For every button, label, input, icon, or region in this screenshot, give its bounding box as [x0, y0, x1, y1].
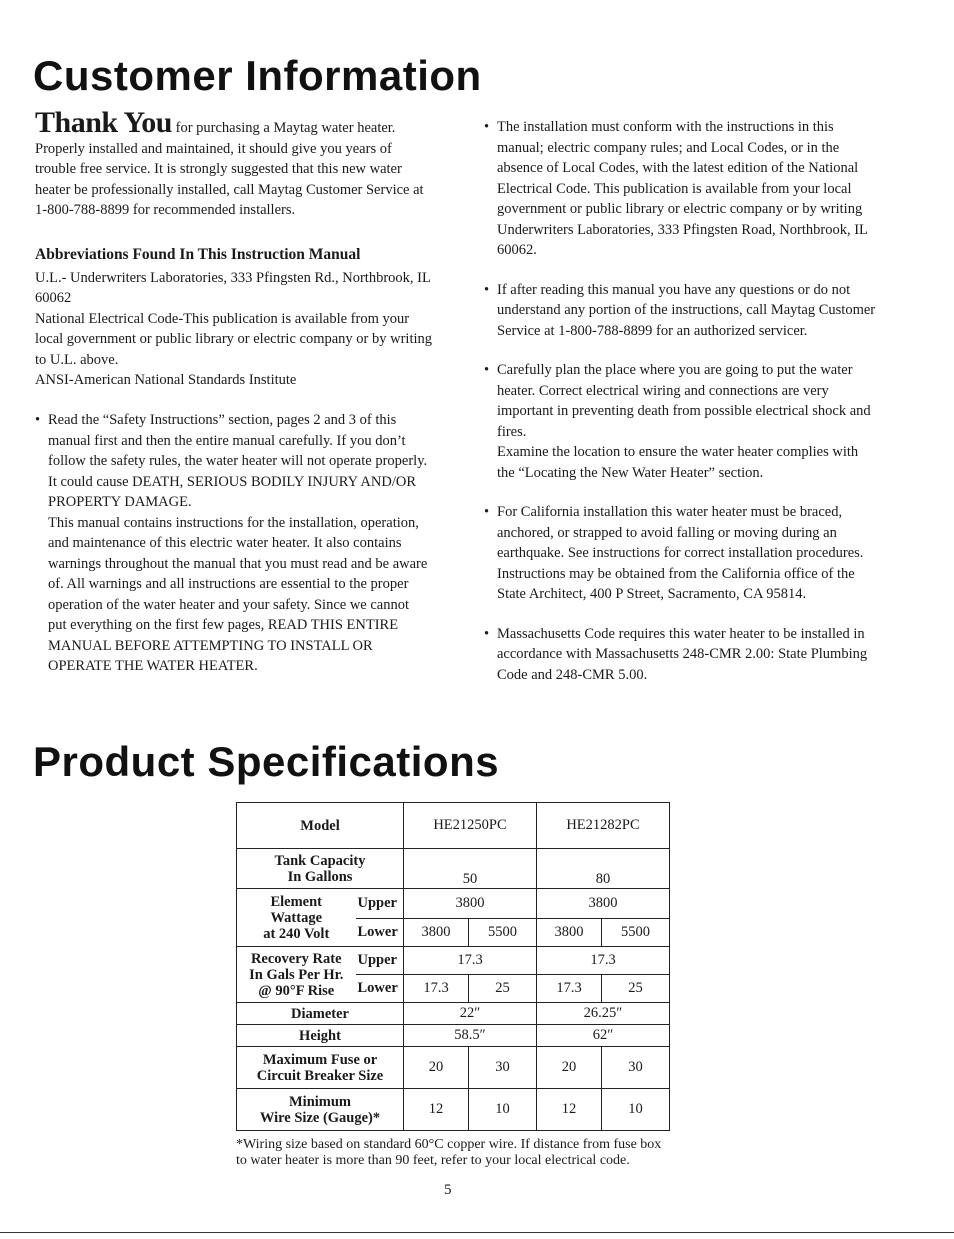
- element-upper-label: Upper: [356, 889, 404, 919]
- model-label: Model: [237, 803, 404, 849]
- recovery-upper-1: 17.3: [404, 947, 537, 975]
- fuse-1b: 30: [469, 1047, 537, 1089]
- abbreviation-ul: U.L.- Underwriters Laboratories, 333 Pfingsten Rd., Northbrook, IL 60062: [35, 269, 431, 306]
- wiring-footnote: *Wiring size based on standard 60°C copper wire. If distance from fuse box to water heater is more than 90 feet, refer to your local electrical code.: [236, 1137, 662, 1168]
- diameter-1: 22″: [404, 1003, 537, 1025]
- abbreviations-section: [35, 245, 435, 391]
- recovery-rate-label: [237, 947, 356, 1003]
- element-label-line-3: at 240 Volt: [263, 925, 330, 942]
- tank-capacity-2: 80: [537, 849, 670, 889]
- tank-capacity-label-line-1: Tank Capacity: [274, 852, 366, 869]
- model-name-2: HE21282PC: [537, 803, 670, 849]
- element-wattage-label: [237, 889, 356, 947]
- wire-label-line-1: Minimum: [288, 1093, 352, 1110]
- abbreviation-ansi: ANSI-American National Standards Institute: [35, 372, 297, 388]
- recovery-lower-1b: 25: [469, 975, 537, 1003]
- page-number: 5: [444, 1182, 452, 1198]
- table-row-model: [237, 803, 670, 849]
- element-upper-1: 3800: [404, 889, 537, 919]
- diameter-2: 26.25″: [537, 1003, 670, 1025]
- diameter-label: Diameter: [237, 1003, 404, 1025]
- element-lower-2b: 5500: [602, 919, 670, 947]
- wire-1b: 10: [469, 1089, 537, 1131]
- fuse-2a: 20: [537, 1047, 602, 1089]
- recovery-label-line-3: @ 90°F Rise: [258, 982, 335, 999]
- thank-you-paragraph: [35, 106, 435, 221]
- bullet-questions: • If after reading this manual you have any questions or do not understand any portion of the instructions, call Maytag Customer Service at 1-800-788-8899 for an authorized servicer.: [484, 280, 879, 342]
- recovery-lower-2a: 17.3: [537, 975, 602, 1003]
- bullet-installation-conform: • The installation must conform with the instructions in this manual; electric company rules; and Local Codes, or in the absence of Local Codes, with the latest edition of the National Electrical Code. This publication is available from your local government or public library or electric company or by writing Underwriters Laboratories, 333 Pfingsten Road, Northbrook, IL 60062.: [484, 117, 879, 261]
- element-lower-1a: 3800: [404, 919, 469, 947]
- tank-capacity-1: 50: [404, 849, 537, 889]
- fuse-2b: 30: [602, 1047, 670, 1089]
- wire-size-label: [237, 1089, 404, 1131]
- tank-capacity-label-line-2: In Gallons: [287, 868, 353, 885]
- element-label-line-2: Wattage: [270, 909, 323, 926]
- thank-you-text: for purchasing a Maytag water heater. Properly installed and maintained, it should give you years of trouble free service. It is strongly suggested that this new water heater be professionally installed, call Maytag Customer Service at 1-800-788-8899 for recommended installers.: [35, 120, 424, 218]
- abbreviations-title: Abbreviations Found In This Instruction Manual: [35, 246, 361, 263]
- bullet-plan-location-text: • Carefully plan the place where you are going to put the water heater. Correct electrical wiring and connections are very important in preventing death from possible electrical shock and fires.: [497, 362, 871, 440]
- recovery-lower-2b: 25: [602, 975, 670, 1003]
- product-spec-table: [236, 802, 670, 1131]
- safety-bullet-text-2: This manual contains instructions for the installation, operation, and maintenance of this electric water heater. It also contains warnings throughout the manual that you must read and be aware of. All warnings and all instructions are essential to the proper operation of the water heater and your safety. Since we cannot put everything on the first few pages, READ THIS ENTIRE MANUAL BEFORE ATTEMPTING TO INSTALL OR OPERATE THE WATER HEATER.: [48, 514, 428, 674]
- wire-label-line-2: Wire Size (Gauge)*: [259, 1109, 381, 1126]
- fuse-label: [237, 1047, 404, 1089]
- bullet-plan-location: [484, 360, 879, 483]
- wire-2a: 12: [537, 1089, 602, 1131]
- fuse-label-line-1: Maximum Fuse or: [262, 1051, 378, 1068]
- abbreviation-nec: National Electrical Code-This publication is available from your local government or public library or electric company or by writing to U.L. above.: [35, 310, 433, 368]
- right-bullet-list: [484, 117, 879, 704]
- bullet-california: • For California installation this water heater must be braced, anchored, or strapped to avoid falling or moving during an earthquake. See instructions for correct installation procedures. Instructions may be obtained from the California office of the State Architect, 400 P Street, Sacramento, CA 95814.: [484, 502, 879, 605]
- table-row-recovery-upper: [237, 947, 670, 975]
- bullet-plan-location-text-2: Examine the location to ensure the water heater complies with the “Locating the New Water Heater” section.: [497, 444, 859, 481]
- safety-bullet-text: • Read the “Safety Instructions” section, pages 2 and 3 of this manual first and then the entire manual carefully. If you don’t follow the safety rules, the water heater will not operate properly. It could cause DEATH, SERIOUS BODILY INJURY AND/OR PROPERTY DAMAGE.: [48, 412, 428, 510]
- height-label: Height: [237, 1025, 404, 1047]
- wire-1a: 12: [404, 1089, 469, 1131]
- section-heading-product-specifications: Product Specifications: [33, 738, 500, 785]
- fuse-label-line-2: Circuit Breaker Size: [256, 1067, 384, 1084]
- table-row-tank-capacity: [237, 849, 670, 889]
- element-upper-2: 3800: [537, 889, 670, 919]
- element-lower-label: Lower: [356, 919, 404, 947]
- element-lower-1b: 5500: [469, 919, 537, 947]
- table-row-fuse: [237, 1047, 670, 1089]
- recovery-upper-label: Upper: [356, 947, 404, 975]
- table-row-element-upper: [237, 889, 670, 919]
- element-lower-2a: 3800: [537, 919, 602, 947]
- height-1: 58.5″: [404, 1025, 537, 1047]
- thank-you-word: Thank You: [35, 106, 172, 139]
- recovery-upper-2: 17.3: [537, 947, 670, 975]
- safety-bullet: [35, 410, 430, 677]
- safety-bullet-item: [35, 410, 430, 677]
- element-label-line-1: Element: [270, 893, 323, 910]
- recovery-label-line-1: Recovery Rate: [250, 950, 342, 967]
- bottom-divider: [0, 1232, 954, 1233]
- bullet-massachusetts: • Massachusetts Code requires this water heater to be installed in accordance with Massachusetts 248-CMR 2.00: State Plumbing Code and 248-CMR 5.00.: [484, 624, 879, 686]
- model-name-1: HE21250PC: [404, 803, 537, 849]
- section-heading-customer-information: Customer Information: [33, 52, 482, 99]
- fuse-1a: 20: [404, 1047, 469, 1089]
- wire-2b: 10: [602, 1089, 670, 1131]
- recovery-label-line-2: In Gals Per Hr.: [249, 966, 344, 983]
- recovery-lower-label: Lower: [356, 975, 404, 1003]
- table-row-height: [237, 1025, 670, 1047]
- table-row-wire-size: [237, 1089, 670, 1131]
- recovery-lower-1a: 17.3: [404, 975, 469, 1003]
- tank-capacity-label: [237, 849, 404, 889]
- table-row-diameter: [237, 1003, 670, 1025]
- height-2: 62″: [537, 1025, 670, 1047]
